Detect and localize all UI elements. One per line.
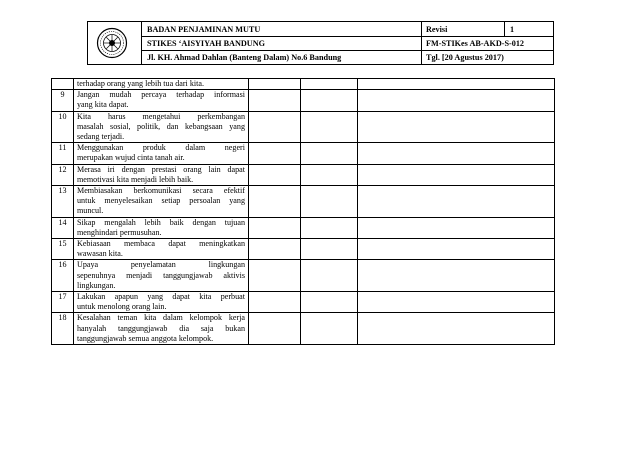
- response-cell: [249, 292, 301, 313]
- statement-cell: [74, 79, 249, 90]
- table-row: [52, 164, 555, 185]
- response-cell: [358, 111, 555, 143]
- table-row: [52, 111, 555, 143]
- statement-cell: [74, 90, 249, 111]
- response-cell: [249, 90, 301, 111]
- response-cell: [358, 239, 555, 260]
- org-name: BADAN PENJAMINAN MUTU: [147, 25, 261, 34]
- header-rule: [141, 36, 553, 37]
- row-number: 14: [52, 217, 74, 238]
- statement-cell: [74, 292, 249, 313]
- row-number: 11: [52, 143, 74, 164]
- table-row: [52, 79, 555, 90]
- statement-cell: [74, 164, 249, 185]
- row-number: [52, 79, 74, 90]
- statement-cell: [74, 143, 249, 164]
- response-cell: [358, 313, 555, 345]
- statement-cell: [74, 186, 249, 218]
- header-divider: [421, 22, 422, 64]
- document-header: [87, 21, 554, 65]
- table-row: [52, 292, 555, 313]
- table-row: [52, 186, 555, 218]
- response-cell: [249, 111, 301, 143]
- statement-line: muncul.: [77, 206, 104, 216]
- response-cell: [358, 164, 555, 185]
- table-row: [52, 260, 555, 292]
- response-cell: [301, 186, 358, 218]
- header-rule: [141, 50, 553, 51]
- statement-line: hanyalah tanggungjawab dia saja bukan: [77, 323, 245, 333]
- statement-line: Menggunakan produk dalam negeri: [77, 143, 245, 153]
- response-cell: [301, 313, 358, 345]
- statement-line: menghindari permusuhan.: [77, 227, 162, 237]
- header-divider: [504, 22, 505, 36]
- response-cell: [358, 143, 555, 164]
- statement-line: terhadap orang yang lebih tua dari kita.: [77, 79, 204, 88]
- statement-line: lingkungan.: [77, 280, 116, 290]
- row-number: 9: [52, 90, 74, 111]
- row-number: 13: [52, 186, 74, 218]
- response-cell: [301, 90, 358, 111]
- response-cell: [249, 260, 301, 292]
- response-cell: [358, 186, 555, 218]
- row-number: 18: [52, 313, 74, 345]
- statement-line: sepenuhnya menjadi tanggungjawab aktivis: [77, 270, 245, 280]
- statement-line: Lakukan apapun yang dapat kita perbuat: [77, 292, 245, 302]
- response-cell: [249, 313, 301, 345]
- statement-cell: [74, 111, 249, 143]
- institution-logo-icon: [95, 27, 129, 59]
- table-row: [52, 143, 555, 164]
- header-divider: [141, 22, 142, 64]
- document-date: Tgl. [20 Agustus 2017): [426, 53, 504, 62]
- form-code: FM-STIKes AB-AKD-S-012: [426, 39, 525, 48]
- revision-label: Revisi: [426, 25, 448, 34]
- response-cell: [358, 292, 555, 313]
- statement-line: sedang terjadi.: [77, 132, 125, 142]
- response-cell: [358, 260, 555, 292]
- statement-cell: [74, 217, 249, 238]
- statement-line: Kita harus mengetahui perkembangan: [77, 111, 245, 121]
- row-number: 17: [52, 292, 74, 313]
- statement-line: Jangan mudah percaya terhadap informasi: [77, 90, 245, 100]
- statement-line: Kebiasaan membaca dapat meningkatkan: [77, 239, 245, 249]
- statement-line: Sikap mengalah lebih baik dengan tujuan: [77, 217, 245, 227]
- response-cell: [249, 79, 301, 90]
- response-cell: [358, 217, 555, 238]
- response-cell: [249, 239, 301, 260]
- table-row: [52, 217, 555, 238]
- response-cell: [301, 217, 358, 238]
- statement-line: yang kita dapat.: [77, 100, 129, 110]
- statement-line: tanggungjawab semua anggota kelompok.: [77, 333, 214, 343]
- institution-address: Jl. KH. Ahmad Dahlan (Banteng Dalam) No.6 Bandung: [147, 53, 342, 62]
- response-cell: [249, 217, 301, 238]
- statement-cell: [74, 260, 249, 292]
- response-cell: [249, 143, 301, 164]
- row-number: 15: [52, 239, 74, 260]
- statement-table: [51, 78, 555, 345]
- response-cell: [358, 90, 555, 111]
- response-cell: [249, 164, 301, 185]
- statement-line: masalah sosial, politik, dan kebangsaan yang: [77, 121, 245, 131]
- response-cell: [301, 111, 358, 143]
- statement-line: Upaya penyelamatan lingkungan: [77, 260, 245, 270]
- statement-line: untuk menyelesaikan setiap persoalan yang: [77, 196, 245, 206]
- row-number: 16: [52, 260, 74, 292]
- statement-line: untuk menolong orang lain.: [77, 302, 167, 312]
- statement-line: memotivasi kita menjadi lebih baik.: [77, 174, 194, 184]
- response-cell: [301, 239, 358, 260]
- response-cell: [301, 79, 358, 90]
- institution-name: STIKES ‘AISYIYAH BANDUNG: [147, 39, 265, 48]
- response-cell: [358, 79, 555, 90]
- revision-value: 1: [510, 25, 515, 34]
- response-cell: [249, 186, 301, 218]
- table-row: [52, 90, 555, 111]
- statement-cell: [74, 313, 249, 345]
- response-cell: [301, 260, 358, 292]
- statement-line: Membiasakan berkomunikasi secara efektif: [77, 186, 245, 196]
- statement-line: wawasan kita.: [77, 249, 123, 259]
- statement-line: Kesalahan teman kita dalam kelompok kerja: [77, 313, 245, 323]
- row-number: 10: [52, 111, 74, 143]
- table-row: [52, 239, 555, 260]
- statement-line: Merasa iri dengan prestasi orang lain dapat: [77, 164, 245, 174]
- table-row: [52, 313, 555, 345]
- statement-cell: [74, 239, 249, 260]
- response-cell: [301, 292, 358, 313]
- statement-line: merupakan wujud cinta tanah air.: [77, 153, 185, 163]
- response-cell: [301, 164, 358, 185]
- row-number: 12: [52, 164, 74, 185]
- response-cell: [301, 143, 358, 164]
